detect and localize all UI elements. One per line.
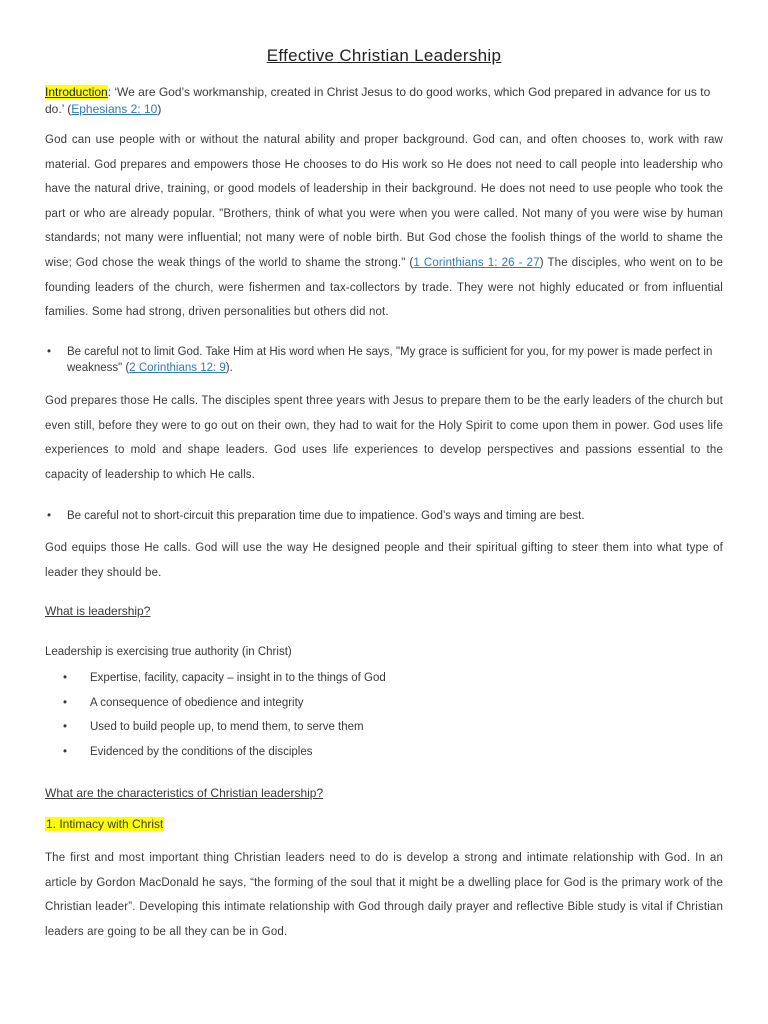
document-title: Effective Christian Leadership xyxy=(266,46,502,65)
list-item: • Used to build people up, to mend them, to serve them xyxy=(63,720,663,745)
list-item: • A consequence of obedience and integrity xyxy=(63,696,663,721)
list-item: • Expertise, facility, capacity – insight in to the things of God xyxy=(63,671,663,696)
bullet-dot: • xyxy=(47,346,52,358)
intro-label: Introduction xyxy=(45,85,108,99)
paragraph-text: ) The disciples, who went on to be founding leaders of the church, were fishermen and tax-collectors by trade. They were not highly educated or from influential families. Some had strong, driven personalities but others did not. xyxy=(45,256,723,319)
ephesians-link[interactable]: Ephesians 2: 10 xyxy=(71,102,158,116)
paragraph-god-prepares: God prepares those He calls. The disciples spent three years with Jesus to prepare them to be the early leaders of the church but even still, before they were to go out on their own, they had to wait for the Holy Spirit to come upon them in power. God uses life experiences to mold and shape leaders. God uses life experiences to develop perspectives and passions essential to the capacity of leadership to which He calls. xyxy=(45,395,723,481)
paragraph-text: God can use people with or without the natural ability and proper background. God can, and often chooses to, work with raw material. God prepares and empowers those He chooses to do His work so He does not need to call people into leadership who have the natural drive, training, or good models of leadership in their background. He does not need to use people who took the part or who are already popular. "Brothers, think of what you were when you were called. Not many of you were wise by human standards; not many were influential; not many were of noble birth. But God chose the foolish things of the world to shame the wise; God chose the weak things of the world to shame the strong." ( xyxy=(45,134,723,269)
leadership-definition: Leadership is exercising true authority (in Christ) xyxy=(45,646,292,658)
paragraph-intimacy: The first and most important thing Christian leaders need to do is develop a strong and intimate relationship with God. In an article by Gordon MacDonald he says, “the forming of the soul that it might be a dwelling place for God is the primary work of the Christian leader”. Developing this intimate relationship with God through daily prayer and reflective Bible study is vital if Christian leaders are going to be all they can be in God. xyxy=(45,852,723,938)
intro-paragraph xyxy=(45,84,723,118)
bullet-short-circuit xyxy=(45,509,723,525)
bullet-text: Be careful not to limit God. Take Him at His word when He says, "My grace is sufficient for you, for my power is made perfect in weakness" (2 Corinthians 12: 9). xyxy=(67,346,713,374)
heading-what-is-leadership: What is leadership? xyxy=(45,604,151,618)
paragraph-god-equips: God equips those He calls. God will use the way He designed people and their spiritual gifting to steer them into what type of leader they should be. xyxy=(45,542,723,579)
corinthians-2-link[interactable]: 2 Corinthians 12: 9 xyxy=(129,361,226,374)
intro-ref-open: ( xyxy=(67,102,72,116)
paragraph-god-can-use xyxy=(45,128,723,325)
leadership-list xyxy=(63,671,663,769)
intro-quote: : ‘We are God’s workmanship, created in Christ Jesus to do good works, which God prepared in advance for us to do.’ xyxy=(45,85,711,116)
bullet-limit-god xyxy=(45,345,723,376)
list-item: • Evidenced by the conditions of the disciples xyxy=(63,745,663,770)
bullet-text: Be careful not to short-circuit this preparation time due to impatience. God’s ways and timing are best. xyxy=(67,510,585,522)
corinthians-1-link[interactable]: 1 Corinthians 1: 26 - 27 xyxy=(413,256,540,269)
heading-characteristics: What are the characteristics of Christian leadership? xyxy=(45,786,324,800)
section-title-intimacy: 1. Intimacy with Christ xyxy=(46,817,164,831)
intro-ref-close: ) xyxy=(157,102,162,116)
bullet-dot: • xyxy=(47,510,52,522)
